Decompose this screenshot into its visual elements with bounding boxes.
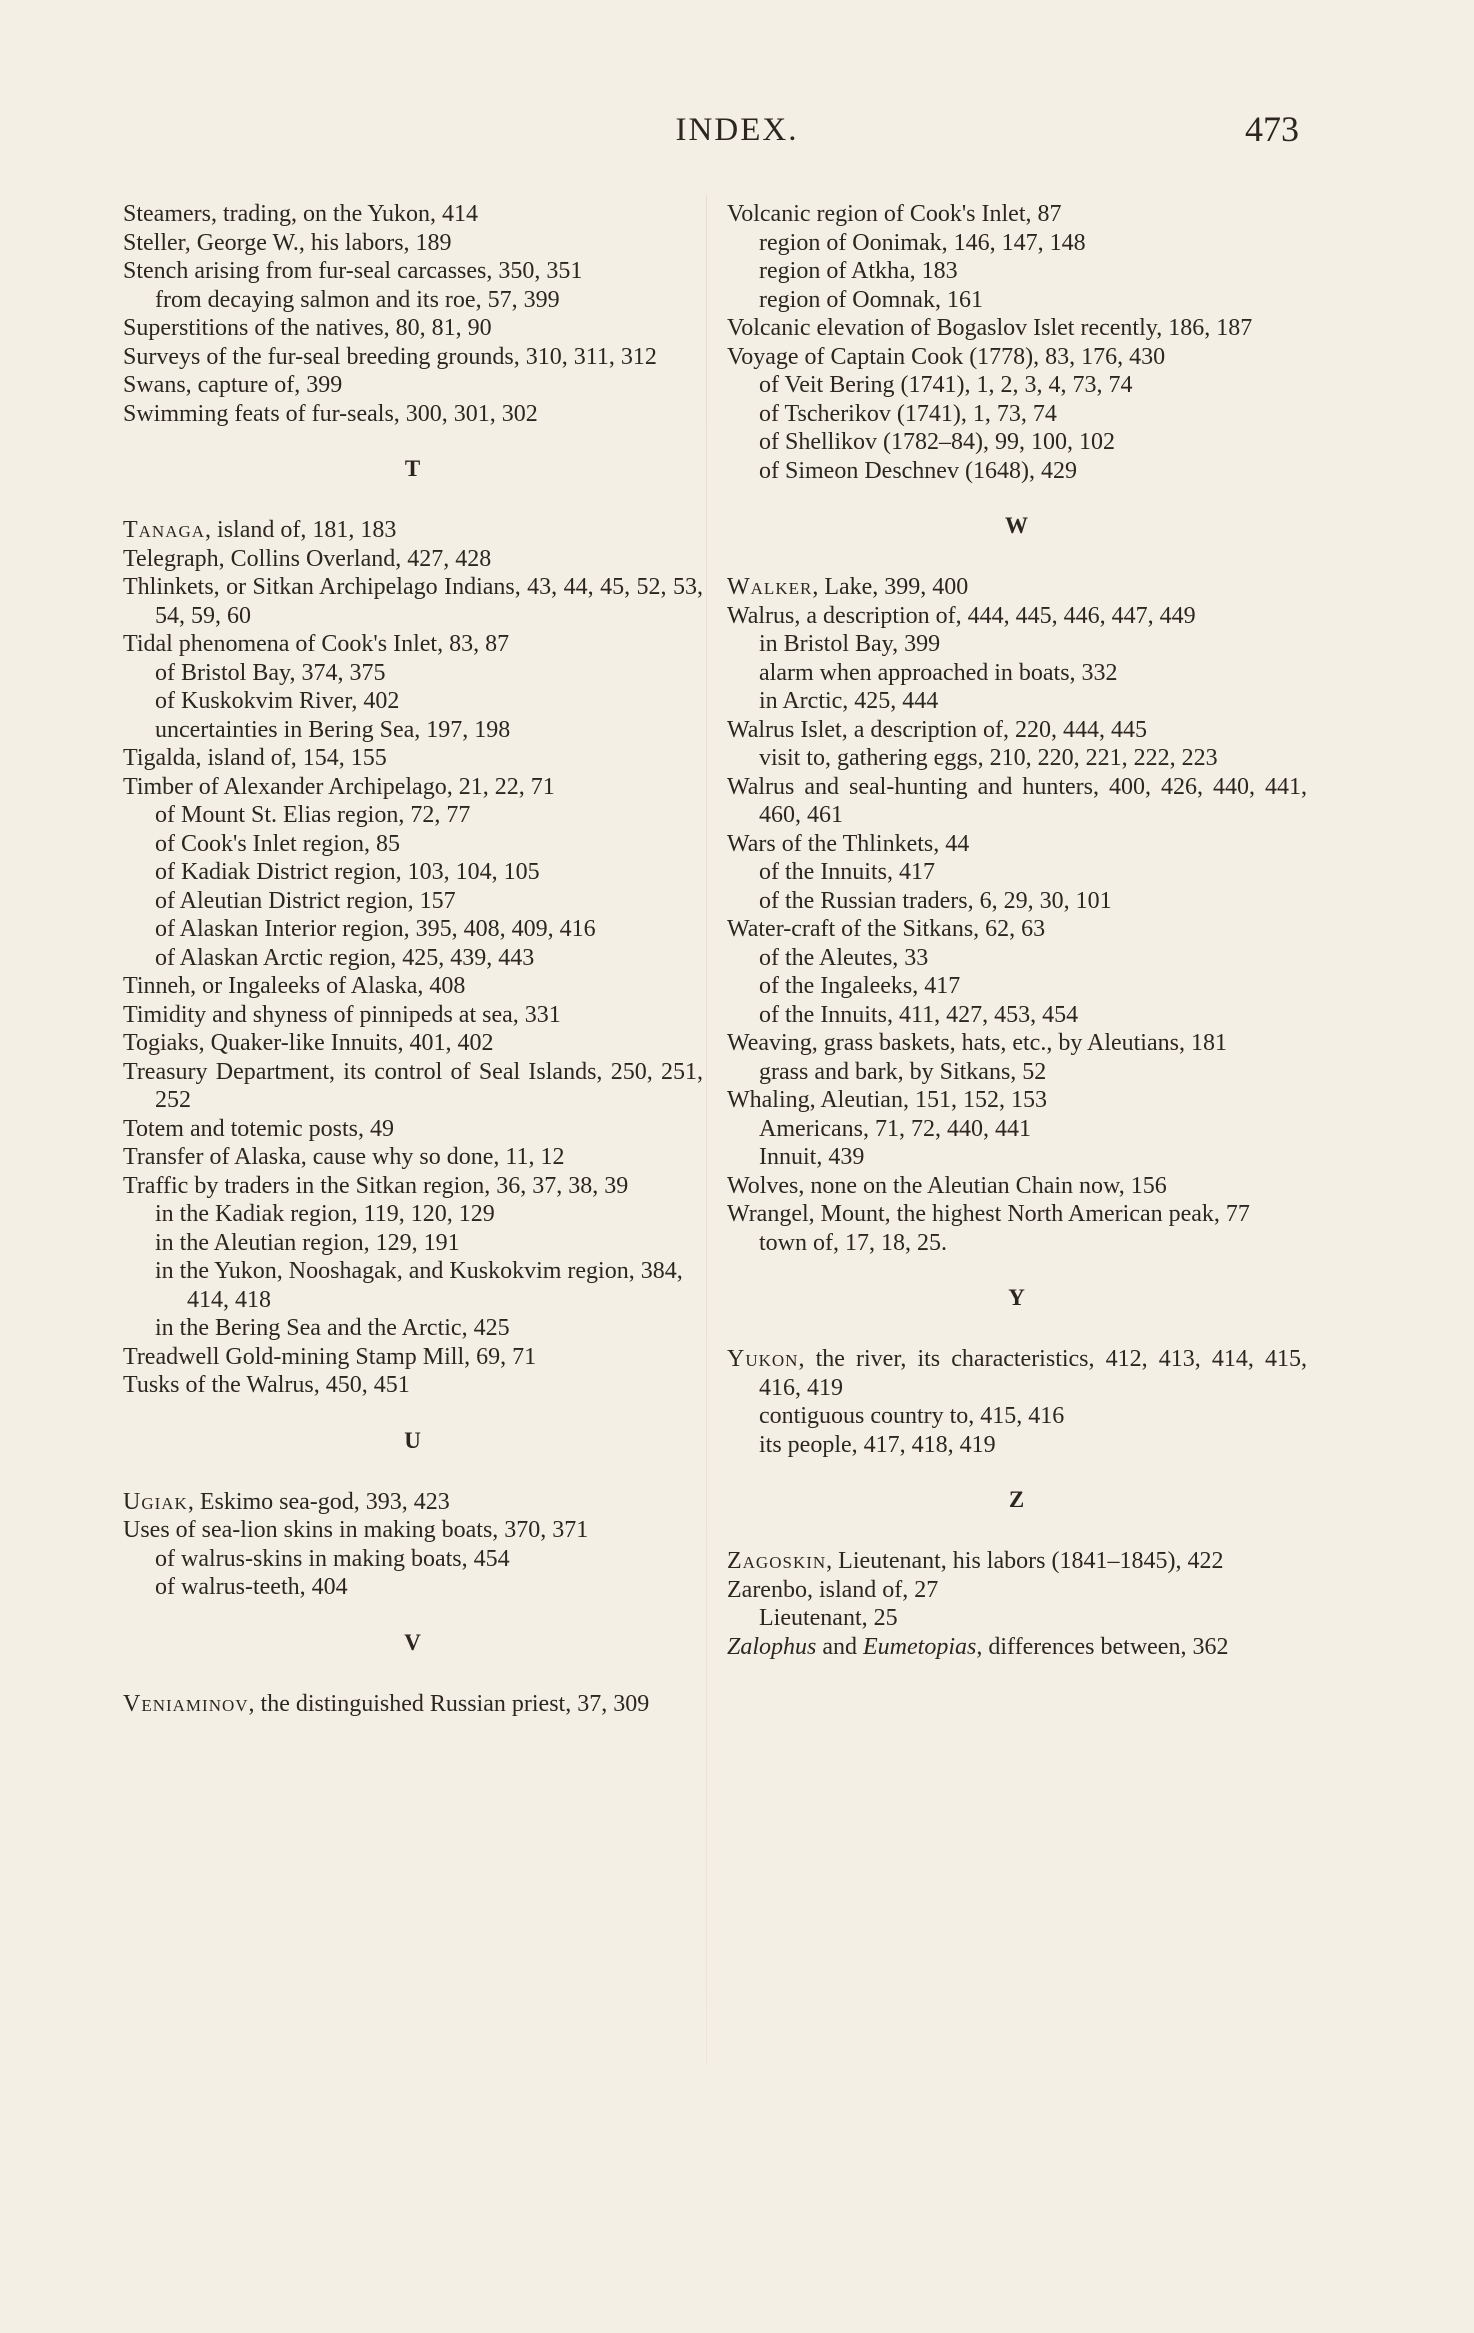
index-entry: Steamers, trading, on the Yukon, 414 xyxy=(123,201,479,227)
entry-rest: , Eskimo sea-god, 393, 423 xyxy=(187,1488,450,1515)
index-subentry: its people, 417, 418, 419 xyxy=(759,1431,996,1458)
index-entry: Volcanic elevation of Bogaslov Islet recently, 186, 187 xyxy=(727,315,1253,341)
index-subentry: region of Oonimak, 146, 147, 148 xyxy=(759,229,1086,256)
z-entries xyxy=(727,1576,1307,1633)
index-subentry: town of, 17, 18, 25. xyxy=(759,1229,947,1256)
index-subentry: of Kadiak District region, 103, 104, 105 xyxy=(155,859,540,885)
index-entry: Treasury Department, its control of Seal Islands, 250, 251, 252 xyxy=(123,1058,703,1113)
w-entries xyxy=(727,602,1307,1258)
entry-head: Yukon xyxy=(727,1346,799,1372)
running-title: INDEX. xyxy=(675,112,799,148)
index-entry: Traffic by traders in the Sitkan region, 36, 37, 38, 39 xyxy=(123,1172,629,1199)
entry-mid: and xyxy=(816,1633,864,1660)
index-subentry: of the Aleutes, 33 xyxy=(759,944,929,971)
index-subentry: visit to, gathering eggs, 210, 220, 221, 222, 223 xyxy=(759,745,1218,771)
index-subentry: of Alaskan Interior region, 395, 408, 409, 416 xyxy=(155,916,596,942)
column-divider xyxy=(706,195,707,2065)
section-letter-y: Y xyxy=(1008,1285,1026,1310)
index-entry: Tusks of the Walrus, 450, 451 xyxy=(123,1372,410,1398)
index-subentry: in the Kadiak region, 119, 120, 129 xyxy=(155,1201,495,1227)
u-entries xyxy=(123,1516,703,1602)
index-subentry: of walrus-teeth, 404 xyxy=(155,1574,348,1600)
index-entry xyxy=(727,1345,1307,1402)
v-entries xyxy=(727,200,1307,485)
index-entry: Togiaks, Quaker-like Innuits, 401, 402 xyxy=(123,1030,494,1056)
index-subentry: of Alaskan Arctic region, 425, 439, 443 xyxy=(155,944,535,971)
index-subentry: of Tscherikov (1741), 1, 73, 74 xyxy=(759,400,1057,427)
index-subentry: of Bristol Bay, 374, 375 xyxy=(155,659,386,686)
s-entries xyxy=(123,200,703,428)
index-entry: Steller, George W., his labors, 189 xyxy=(123,229,452,256)
page-header xyxy=(0,109,1474,160)
index-subentry: in Arctic, 425, 444 xyxy=(759,688,939,714)
index-subentry: in Bristol Bay, 399 xyxy=(759,631,941,657)
entry-rest: , Lake, 399, 400 xyxy=(812,574,969,600)
entry-italic-2: Eumetopias xyxy=(863,1633,977,1660)
index-entry: Wars of the Thlinkets, 44 xyxy=(727,830,970,857)
index-entry: Swimming feats of fur-seals, 300, 301, 302 xyxy=(123,400,538,427)
index-entry: Zarenbo, island of, 27 xyxy=(727,1576,939,1603)
entry-rest: , the river, its characteristics, 412, 413, 414, 415, 416, 419 xyxy=(759,1346,1307,1401)
index-subentry: of Mount St. Elias region, 72, 77 xyxy=(155,802,471,828)
index-entry: Water-craft of the Sitkans, 62, 63 xyxy=(727,916,1046,942)
index-subentry: in the Aleutian region, 129, 191 xyxy=(155,1229,460,1256)
entry-head: Walker xyxy=(727,574,813,600)
entry-head: Ugiak xyxy=(123,1488,188,1515)
index-subentry: of the Innuits, 411, 427, 453, 454 xyxy=(759,1001,1079,1028)
index-entry: Transfer of Alaska, cause why so done, 11, 12 xyxy=(123,1144,565,1170)
index-subentry: in the Yukon, Nooshagak, and Kuskokvim region, 384, 414, 418 xyxy=(155,1258,683,1313)
index-entry: Timber of Alexander Archipelago, 21, 22, 71 xyxy=(123,773,555,800)
entry-rest: , the distinguished Russian priest, 37, 309 xyxy=(248,1690,650,1717)
section-letter-w: W xyxy=(1005,513,1029,538)
t-entries xyxy=(123,545,703,1400)
section-letter-v: V xyxy=(404,1629,422,1655)
index-subentry: alarm when approached in boats, 332 xyxy=(759,659,1118,686)
index-entry: Thlinkets, or Sitkan Archipelago Indians, 43, 44, 45, 52, 53, 54, 59, 60 xyxy=(123,574,703,629)
index-subentry: in the Bering Sea and the Arctic, 425 xyxy=(155,1315,510,1341)
section-letter-z: Z xyxy=(1008,1487,1026,1512)
index-subentry: of Aleutian District region, 157 xyxy=(155,887,456,914)
index-entry: Wolves, none on the Aleutian Chain now, 156 xyxy=(727,1172,1167,1199)
index-subentry: of Shellikov (1782–84), 99, 100, 102 xyxy=(759,429,1115,455)
index-entry xyxy=(727,1633,1307,1662)
index-entry: Tidal phenomena of Cook's Inlet, 83, 87 xyxy=(123,631,510,657)
index-entry xyxy=(123,1690,703,1719)
index-entry: Stench arising from fur-seal carcasses, 350, 351 xyxy=(123,258,583,284)
index-subentry: uncertainties in Bering Sea, 197, 198 xyxy=(155,716,511,743)
entry-rest: , island of, 181, 183 xyxy=(205,517,397,543)
index-entry: Tigalda, island of, 154, 155 xyxy=(123,745,387,771)
index-entry xyxy=(123,1488,703,1517)
index-entry: Tinneh, or Ingaleeks of Alaska, 408 xyxy=(123,973,466,999)
index-entry: Treadwell Gold-mining Stamp Mill, 69, 71 xyxy=(123,1343,537,1370)
right-column xyxy=(727,200,1307,1661)
index-entry: Volcanic region of Cook's Inlet, 87 xyxy=(727,201,1062,227)
index-entry: Superstitions of the natives, 80, 81, 90 xyxy=(123,315,492,341)
y-entries xyxy=(727,1402,1307,1459)
left-column xyxy=(123,200,703,1718)
index-entry: Wrangel, Mount, the highest North American peak, 77 xyxy=(727,1201,1250,1227)
index-entry xyxy=(727,1547,1307,1576)
entry-head: Tanaga xyxy=(123,517,206,543)
entry-rest: , Lieutenant, his labors (1841–1845), 422 xyxy=(826,1548,1224,1574)
index-subentry: of the Innuits, 417 xyxy=(759,859,935,885)
index-entry: Walrus Islet, a description of, 220, 444, 445 xyxy=(727,716,1147,743)
index-subentry: region of Atkha, 183 xyxy=(759,258,958,284)
index-entry: Totem and totemic posts, 49 xyxy=(123,1115,394,1142)
index-subentry: region of Oomnak, 161 xyxy=(759,286,983,313)
index-subentry: of Veit Bering (1741), 1, 2, 3, 4, 73, 74 xyxy=(759,372,1133,398)
entry-head: Zagoskin xyxy=(727,1548,827,1574)
index-subentry: of the Ingaleeks, 417 xyxy=(759,973,961,999)
index-subentry: Americans, 71, 72, 440, 441 xyxy=(759,1115,1031,1142)
index-entry: Walrus and seal-hunting and hunters, 400, 426, 440, 441, 460, 461 xyxy=(727,773,1307,828)
index-subentry: Innuit, 439 xyxy=(759,1144,865,1170)
index-subentry: of the Russian traders, 6, 29, 30, 101 xyxy=(759,887,1112,914)
index-entry: Swans, capture of, 399 xyxy=(123,372,343,398)
entry-head: Veniaminov xyxy=(123,1690,249,1717)
index-subentry: grass and bark, by Sitkans, 52 xyxy=(759,1058,1047,1085)
index-entry: Voyage of Captain Cook (1778), 83, 176, 430 xyxy=(727,343,1166,370)
section-letter-t: T xyxy=(404,456,422,481)
index-entry xyxy=(727,573,1307,602)
section-letter-u: U xyxy=(404,1427,422,1453)
index-entry: Uses of sea-lion skins in making boats, 370, 371 xyxy=(123,1517,589,1543)
index-subentry: of Cook's Inlet region, 85 xyxy=(155,830,400,857)
index-entry: Telegraph, Collins Overland, 427, 428 xyxy=(123,545,492,572)
index-subentry: of Simeon Deschnev (1648), 429 xyxy=(759,457,1077,484)
index-entry: Timidity and shyness of pinnipeds at sea, 331 xyxy=(123,1001,561,1028)
index-entry: Weaving, grass baskets, hats, etc., by Aleutians, 181 xyxy=(727,1030,1227,1056)
index-subentry: from decaying salmon and its roe, 57, 399 xyxy=(155,286,560,313)
index-subentry: Lieutenant, 25 xyxy=(759,1605,898,1631)
index-entry: Whaling, Aleutian, 151, 152, 153 xyxy=(727,1087,1047,1113)
index-subentry: of walrus-skins in making boats, 454 xyxy=(155,1545,510,1572)
index-entry: Surveys of the fur-seal breeding grounds, 310, 311, 312 xyxy=(123,343,657,370)
entry-rest: , differences between, 362 xyxy=(976,1633,1229,1660)
index-entry xyxy=(123,516,703,545)
index-subentry: contiguous country to, 415, 416 xyxy=(759,1403,1065,1429)
page-number: 473 xyxy=(1245,109,1299,149)
index-entry: Walrus, a description of, 444, 445, 446, 447, 449 xyxy=(727,602,1196,629)
entry-italic-1: Zalophus xyxy=(727,1633,817,1660)
index-subentry: of Kuskokvim River, 402 xyxy=(155,688,400,714)
